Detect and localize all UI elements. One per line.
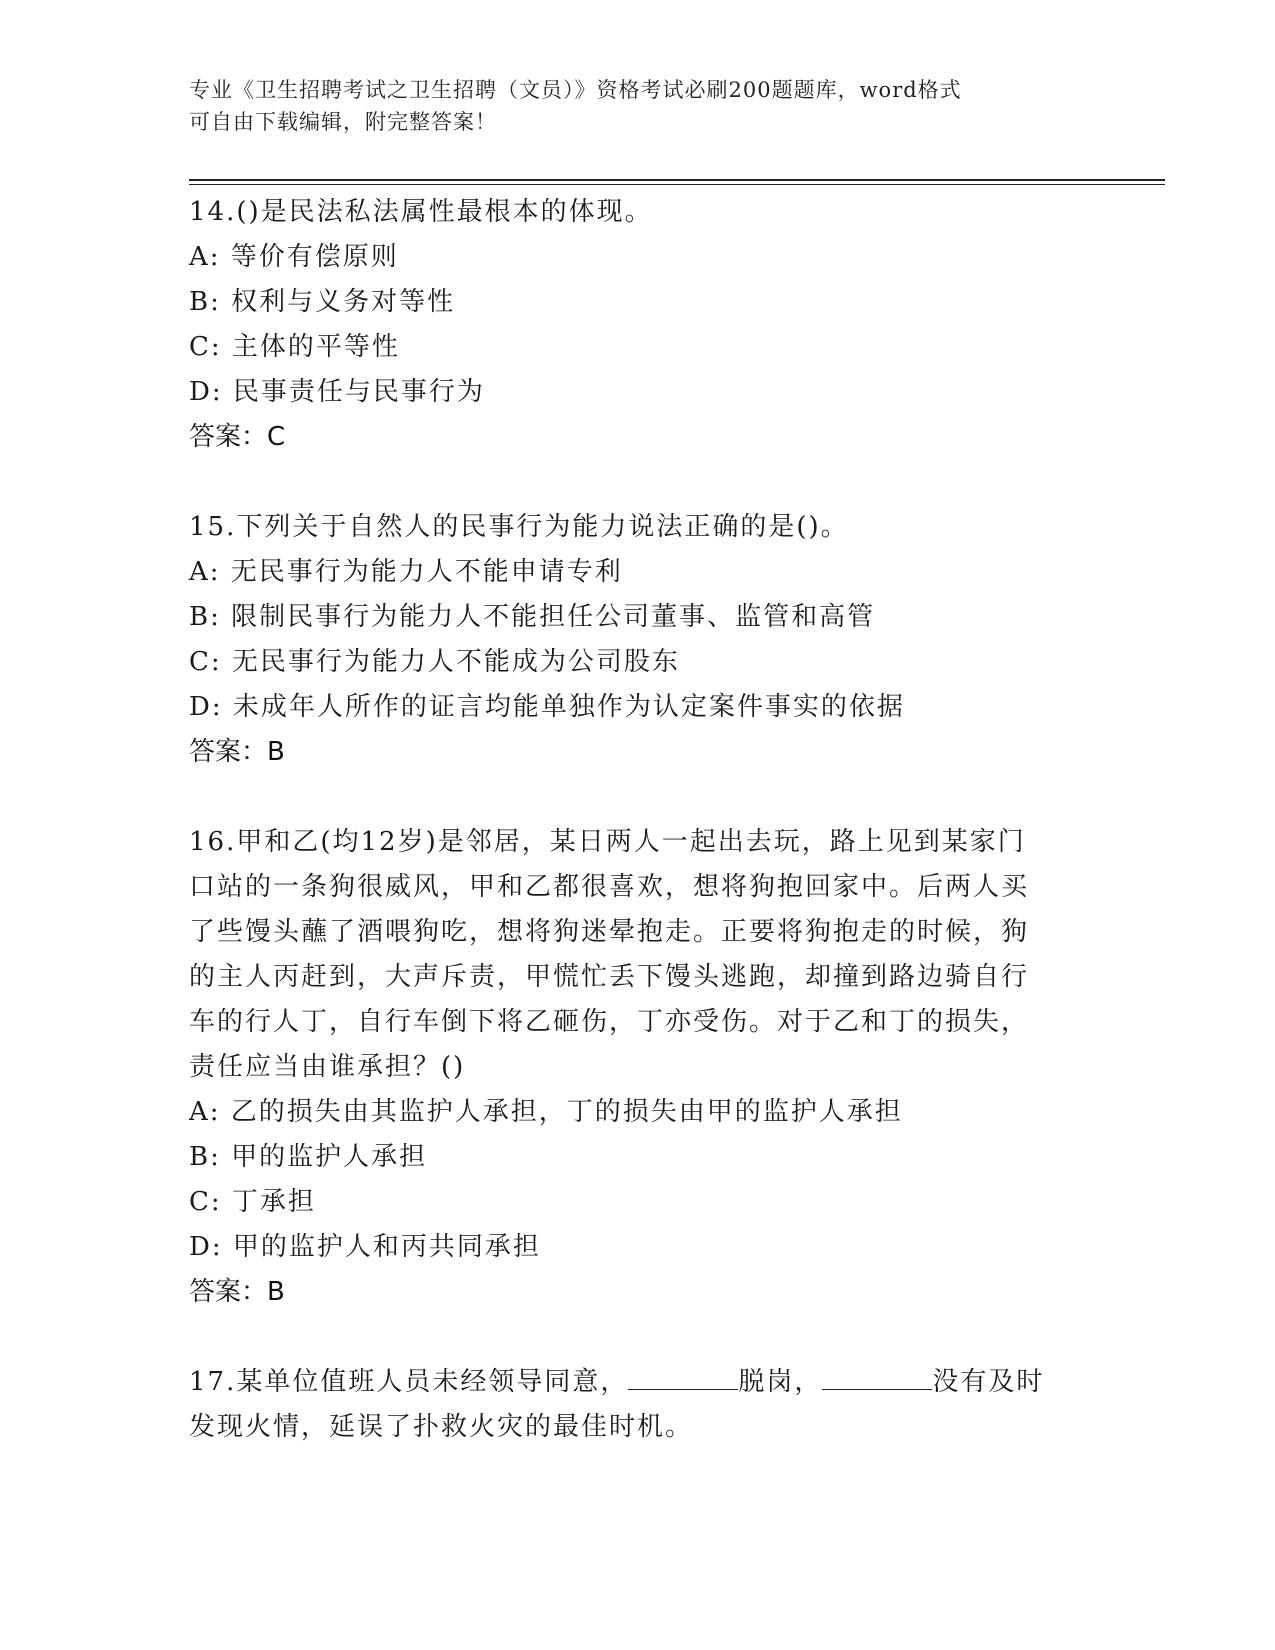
answer-line: 答案：C [189, 422, 286, 452]
question-stem-line: 口站的一条狗很威风，甲和乙都很喜欢，想将狗抱回家中。后两人买 [189, 872, 1030, 902]
header-line-1: 专业《卫生招聘考试之卫生招聘（文员）》资格考试必刷200题题库，word格式 [189, 78, 962, 102]
option-d: D: 民事责任与民事行为 [189, 377, 485, 407]
option-d: D: 甲的监护人和丙共同承担 [189, 1232, 541, 1262]
option-a: A: 无民事行为能力人不能申请专利 [189, 557, 623, 587]
stem-text: 没有及时 [932, 1367, 1045, 1397]
question-17 [189, 1360, 1089, 1450]
question-14 [189, 190, 1089, 460]
question-list [189, 190, 1089, 1495]
question-15 [189, 505, 1089, 775]
option-b: B: 甲的监护人承担 [189, 1142, 428, 1172]
option-c: C: 无民事行为能力人不能成为公司股东 [189, 647, 680, 677]
question-stem-line [189, 1360, 1089, 1405]
question-16 [189, 820, 1089, 1315]
option-c: C: 主体的平等性 [189, 332, 400, 362]
option-b: B: 权利与义务对等性 [189, 287, 456, 317]
fill-in-blank [628, 1361, 738, 1390]
option-a: A: 等价有偿原则 [189, 242, 399, 272]
question-stem-line: 车的行人丁，自行车倒下将乙砸伤，丁亦受伤。对于乙和丁的损失， [189, 1007, 1030, 1037]
stem-text: 脱岗， [738, 1367, 823, 1397]
question-stem-line: 的主人丙赶到，大声斥责，甲慌忙丢下馒头逃跑，却撞到路边骑自行 [189, 962, 1030, 992]
answer-line: 答案：B [189, 737, 285, 767]
question-stem-line: 16.甲和乙(均12岁)是邻居，某日两人一起出去玩，路上见到某家门 [189, 827, 1026, 857]
question-stem-line: 了些馒头蘸了酒喂狗吃，想将狗迷晕抱走。正要将狗抱走的时候，狗 [189, 917, 1030, 947]
header-line-2: 可自由下载编辑，附完整答案！ [189, 110, 497, 134]
question-stem-line: 责任应当由谁承担？() [189, 1052, 466, 1082]
option-a: A: 乙的损失由其监护人承担，丁的损失由甲的监护人承担 [189, 1097, 903, 1127]
fill-in-blank [822, 1361, 932, 1390]
header-rule-thick [189, 179, 1165, 181]
stem-text: 17.某单位值班人员未经领导同意， [189, 1367, 629, 1397]
option-c: C: 丁承担 [189, 1187, 316, 1217]
answer-line: 答案：B [189, 1277, 285, 1307]
header-rule-thin [189, 184, 1165, 185]
option-d: D: 未成年人所作的证言均能单独作为认定案件事实的依据 [189, 692, 905, 722]
question-stem: 14.()是民法私法属性最根本的体现。 [189, 197, 653, 227]
option-b: B: 限制民事行为能力人不能担任公司董事、监管和高管 [189, 602, 876, 632]
question-stem-line: 发现火情，延误了扑救火灾的最佳时机。 [189, 1412, 694, 1442]
document-header [189, 74, 1069, 138]
question-stem: 15.下列关于自然人的民事行为能力说法正确的是()。 [189, 512, 849, 542]
